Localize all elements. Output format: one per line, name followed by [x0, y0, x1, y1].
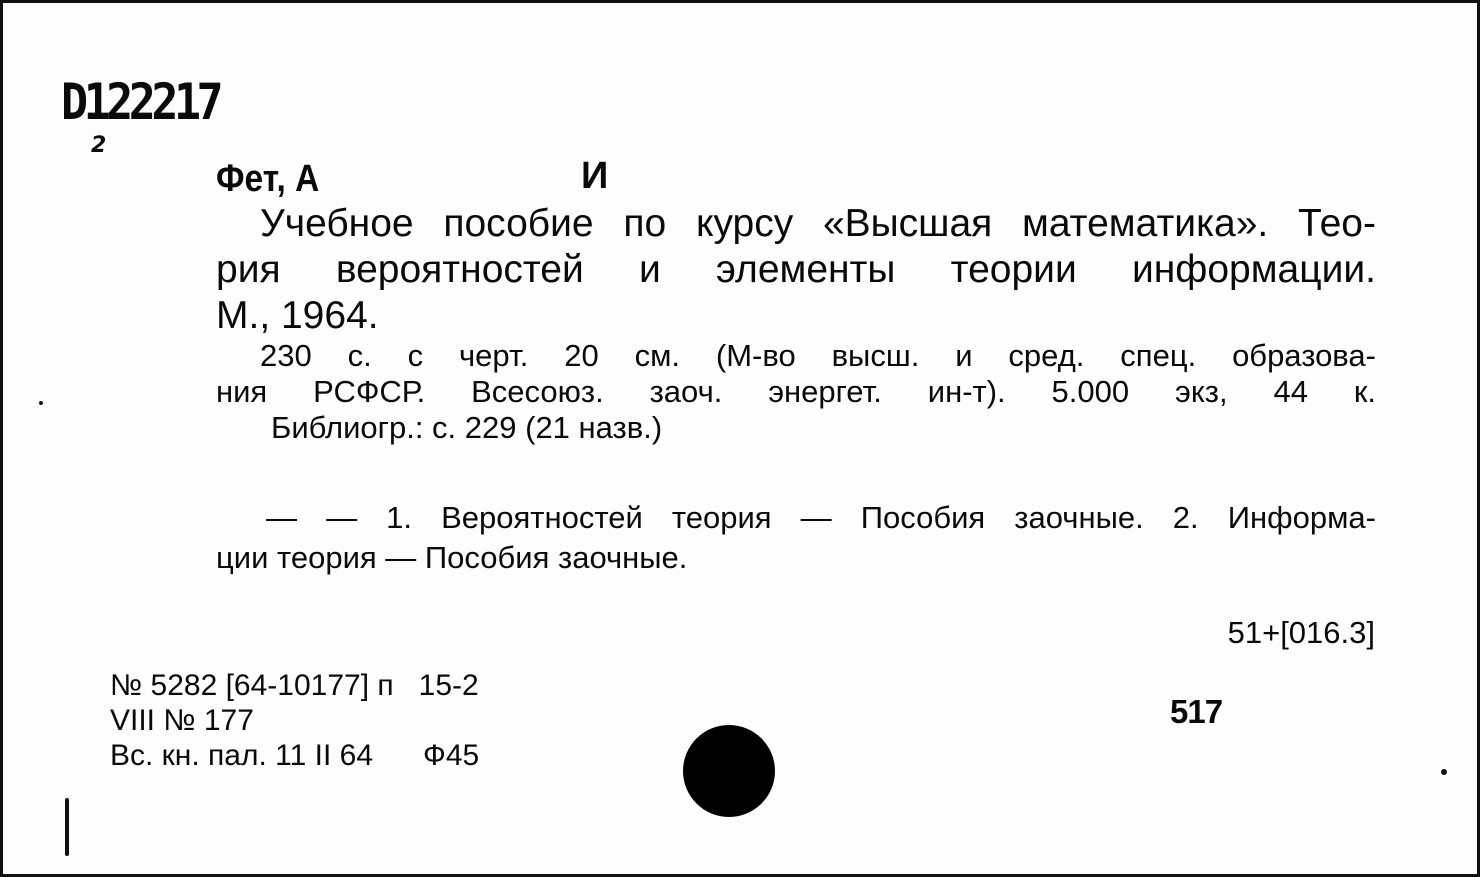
pencil-mark [65, 798, 69, 856]
author-initial: И [581, 155, 609, 197]
call-number: D122217 [61, 73, 220, 131]
title-line: М., 1964. [216, 294, 379, 337]
publication-line: Вс. кн. пал. 11 II 64 Ф45 [110, 739, 480, 772]
title-line: рия вероятностей и элементы теории информации. [216, 248, 1376, 291]
title-line: Учебное пособие по курсу «Высшая математика». Тео- [260, 202, 1376, 245]
physical-description [216, 338, 1376, 446]
ink-speck [1441, 769, 1447, 775]
description-line: 230 с. с черт. 20 см. (М-во высш. и сред. спец. образова- [260, 338, 1376, 373]
description-line: ния РСФСР. Всесоюз. заоч. энергет. ин-т). 5.000 экз, 44 к. [216, 374, 1376, 409]
publication-line: № 5282 [64-10177] п 15-2 [110, 669, 479, 702]
ink-speck [39, 401, 43, 405]
call-number-sub: 2 [91, 133, 107, 158]
subject-line: — — 1. Вероятностей теория — Пособия заочные. 2. Информа- [266, 500, 1376, 535]
subject-line: ции теория — Пособия заочные. [216, 540, 688, 575]
subject-headings [216, 498, 1376, 578]
title-statement [216, 201, 1376, 339]
publication-line: VIII № 177 [110, 704, 254, 737]
bibliography-note: Библиогр.: с. 229 (21 назв.) [271, 410, 663, 445]
classification-handwritten: 517 [1170, 693, 1223, 730]
publication-info [110, 668, 479, 773]
classification-primary: 51+[016.3] [1227, 615, 1375, 650]
author-name: Фет, А [216, 158, 320, 200]
punch-hole [683, 725, 775, 817]
